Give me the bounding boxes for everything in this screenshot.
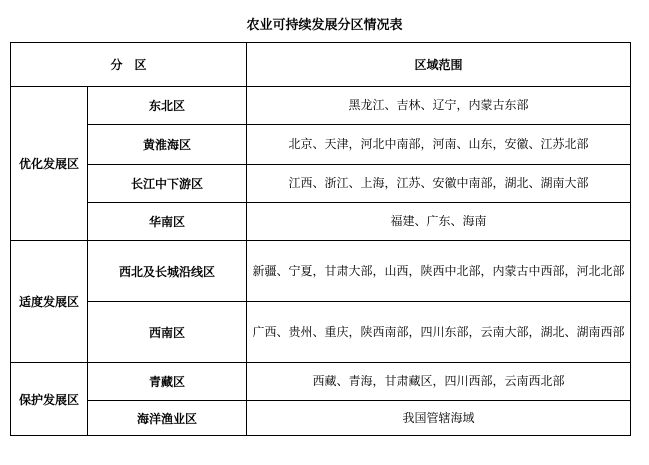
zone-optimized: 优化发展区 xyxy=(11,87,88,241)
subzone-name: 长江中下游区 xyxy=(88,165,247,203)
subzone-name: 青藏区 xyxy=(88,363,247,401)
table-row xyxy=(11,302,631,363)
subzone-range: 广西、贵州、重庆，陕西南部，四川东部，云南大部，湖北、湖南西部 xyxy=(247,302,631,363)
subzone-range: 福建、广东、海南 xyxy=(247,203,631,241)
table-row xyxy=(11,401,631,436)
subzone-name: 东北区 xyxy=(88,87,247,125)
table-row xyxy=(11,203,631,241)
subzone-range: 新疆、宁夏，甘肃大部，山西，陕西中北部，内蒙古中西部，河北北部 xyxy=(247,241,631,302)
header-range: 区域范围 xyxy=(247,43,631,87)
subzone-range: 北京、天津，河北中南部，河南、山东，安徽、江苏北部 xyxy=(247,125,631,165)
zone-moderate: 适度发展区 xyxy=(11,241,88,363)
subzone-range: 江西、浙江、上海，江苏、安徽中南部，湖北、湖南大部 xyxy=(247,165,631,203)
table-row xyxy=(11,87,631,125)
subzone-name: 华南区 xyxy=(88,203,247,241)
subzone-name: 西南区 xyxy=(88,302,247,363)
table-row xyxy=(11,363,631,401)
header-zone: 分 区 xyxy=(11,43,247,87)
subzone-range: 西藏、青海，甘肃藏区，四川西部，云南西北部 xyxy=(247,363,631,401)
table-row xyxy=(11,125,631,165)
subzone-range: 黑龙江、吉林、辽宁，内蒙古东部 xyxy=(247,87,631,125)
header-row xyxy=(11,43,631,87)
table-row xyxy=(11,165,631,203)
zone-protected: 保护发展区 xyxy=(11,363,88,436)
table-title: 农业可持续发展分区情况表 xyxy=(246,18,403,33)
subzone-name: 海洋渔业区 xyxy=(88,401,247,436)
subzone-range: 我国管辖海域 xyxy=(247,401,631,436)
subzone-name: 黄淮海区 xyxy=(88,125,247,165)
subzone-name: 西北及长城沿线区 xyxy=(88,241,247,302)
table-row xyxy=(11,241,631,302)
zoning-table xyxy=(10,42,631,436)
